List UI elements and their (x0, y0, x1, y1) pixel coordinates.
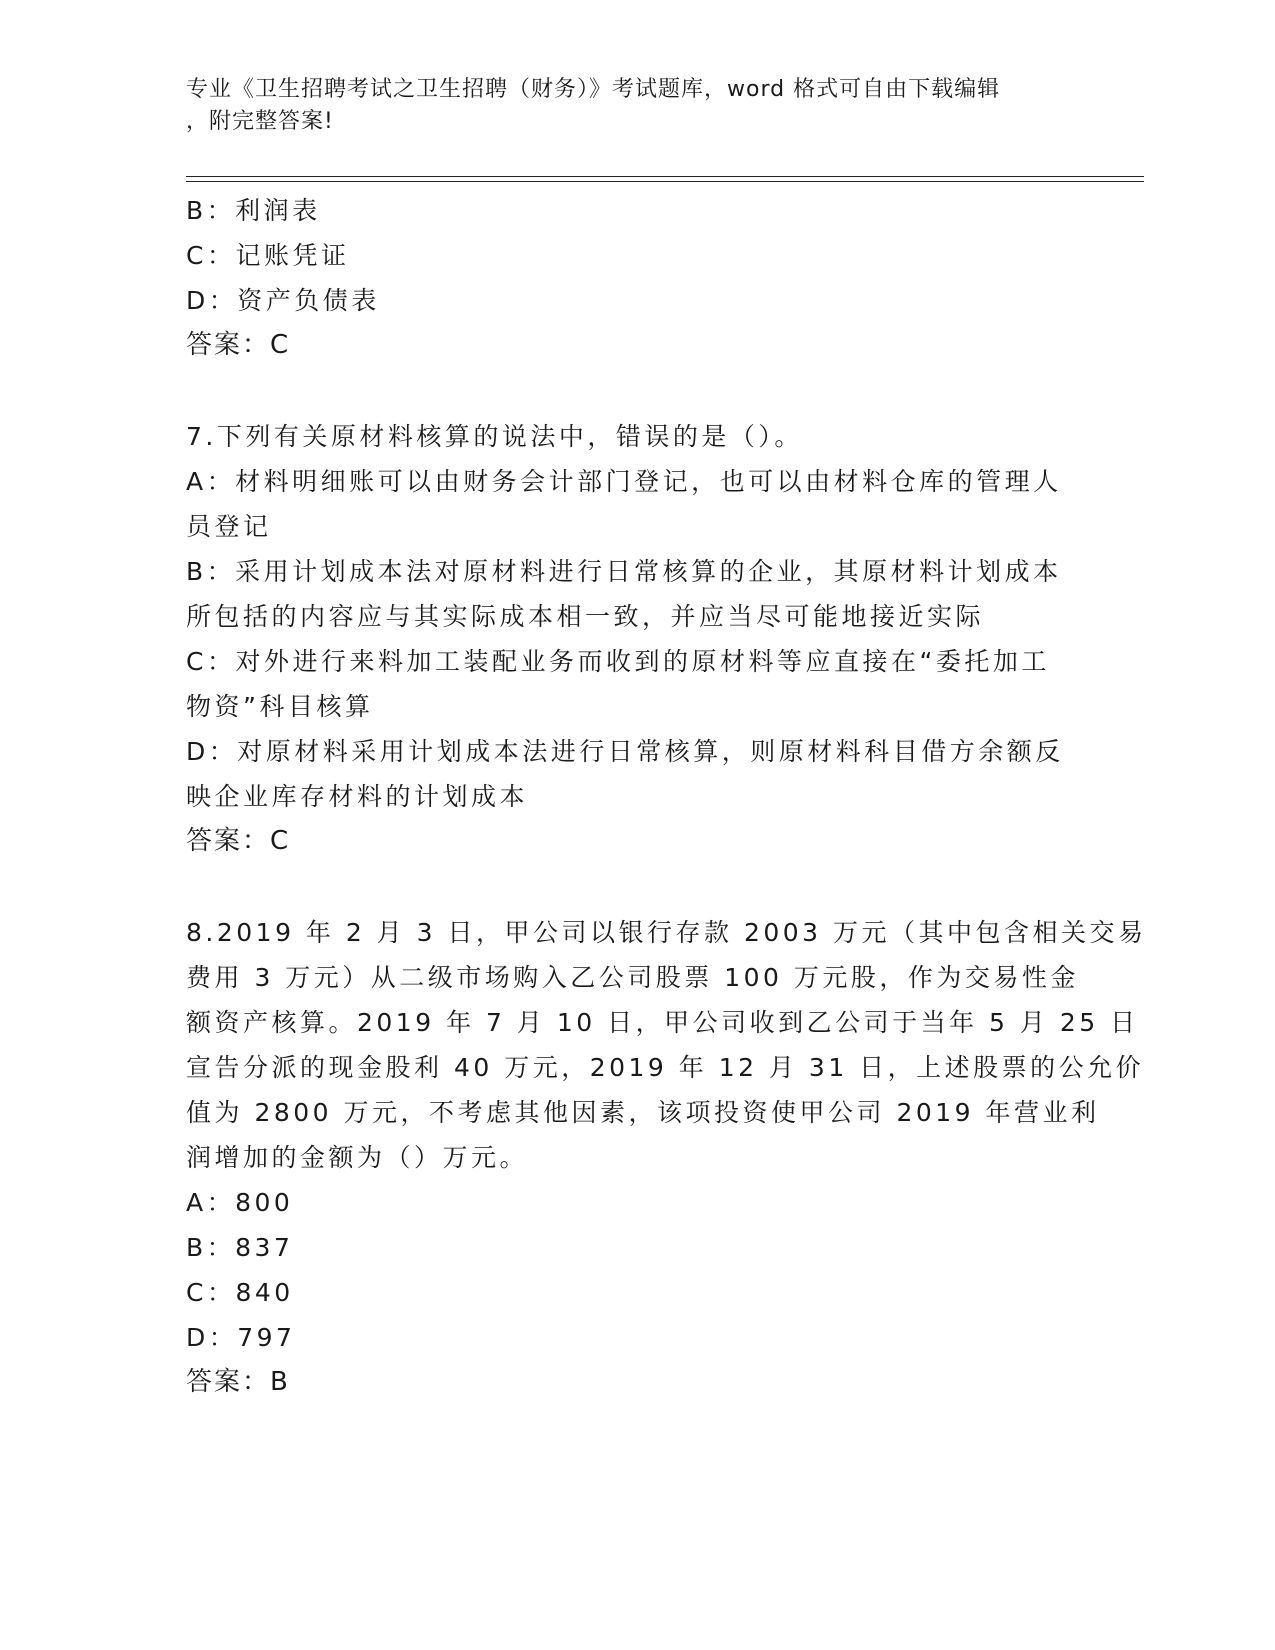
question-text: 8.2019 年 2 月 3 日，甲公司以银行存款 2003 万元（其中包含相关交易 (186, 918, 1147, 947)
option-c: C：840 (186, 1278, 294, 1307)
header-rule-bottom (186, 181, 1144, 182)
question-text-cont: 润增加的金额为（）万元。 (186, 1143, 529, 1172)
header-rule-top (186, 176, 1144, 177)
spacer (186, 368, 1086, 414)
question-7 (186, 414, 1086, 864)
option-a-cont: 员登记 (186, 512, 272, 541)
document-body (186, 188, 1147, 1405)
option-b: B：采用计划成本法对原材料进行日常核算的企业，其原材料计划成本 (186, 557, 1062, 586)
question-8 (186, 910, 1147, 1405)
question-text-cont: 费用 3 万元）从二级市场购入乙公司股票 100 万元股，作为交易性金 (186, 963, 1079, 992)
option-b: B：837 (186, 1233, 294, 1262)
option-d: D：对原材料采用计划成本法进行日常核算，则原材料科目借方余额反 (186, 737, 1064, 766)
spacer (186, 864, 1086, 910)
question-text-cont: 宣告分派的现金股利 40 万元，2019 年 12 月 31 日，上述股票的公允价 (186, 1053, 1145, 1082)
document-header (186, 74, 1086, 138)
option-d-cont: 映企业库存材料的计划成本 (186, 782, 529, 811)
option-b-cont: 所包括的内容应与其实际成本相一致，并应当尽可能地接近实际 (186, 602, 985, 631)
option-d: D：资产负债表 (186, 286, 380, 315)
option-a: A：材料明细账可以由财务会计部门登记，也可以由材料仓库的管理人 (186, 467, 1062, 496)
header-line-2: ，附完整答案! (186, 109, 334, 134)
option-a: A：800 (186, 1188, 294, 1217)
option-b: B：利润表 (186, 196, 321, 225)
answer: 答案：C (186, 826, 291, 856)
question-text-cont: 额资产核算。2019 年 7 月 10 日，甲公司收到乙公司于当年 5 月 25 日 (186, 1008, 1139, 1037)
question-6-tail (186, 188, 1086, 368)
option-c: C：对外进行来料加工装配业务而收到的原材料等应直接在“委托加工 (186, 647, 1050, 676)
question-text-cont: 值为 2800 万元，不考虑其他因素，该项投资使甲公司 2019 年营业利 (186, 1098, 1100, 1127)
option-c-cont: 物资”科目核算 (186, 692, 374, 721)
answer: 答案：B (186, 1367, 290, 1397)
answer: 答案：C (186, 330, 291, 360)
option-d: D：797 (186, 1323, 296, 1352)
header-line-1: 专业《卫生招聘考试之卫生招聘（财务）》考试题库，word 格式可自由下载编辑 (186, 77, 1001, 102)
option-c: C：记账凭证 (186, 241, 350, 270)
question-text: 7.下列有关原材料核算的说法中，错误的是（）。 (186, 422, 803, 451)
